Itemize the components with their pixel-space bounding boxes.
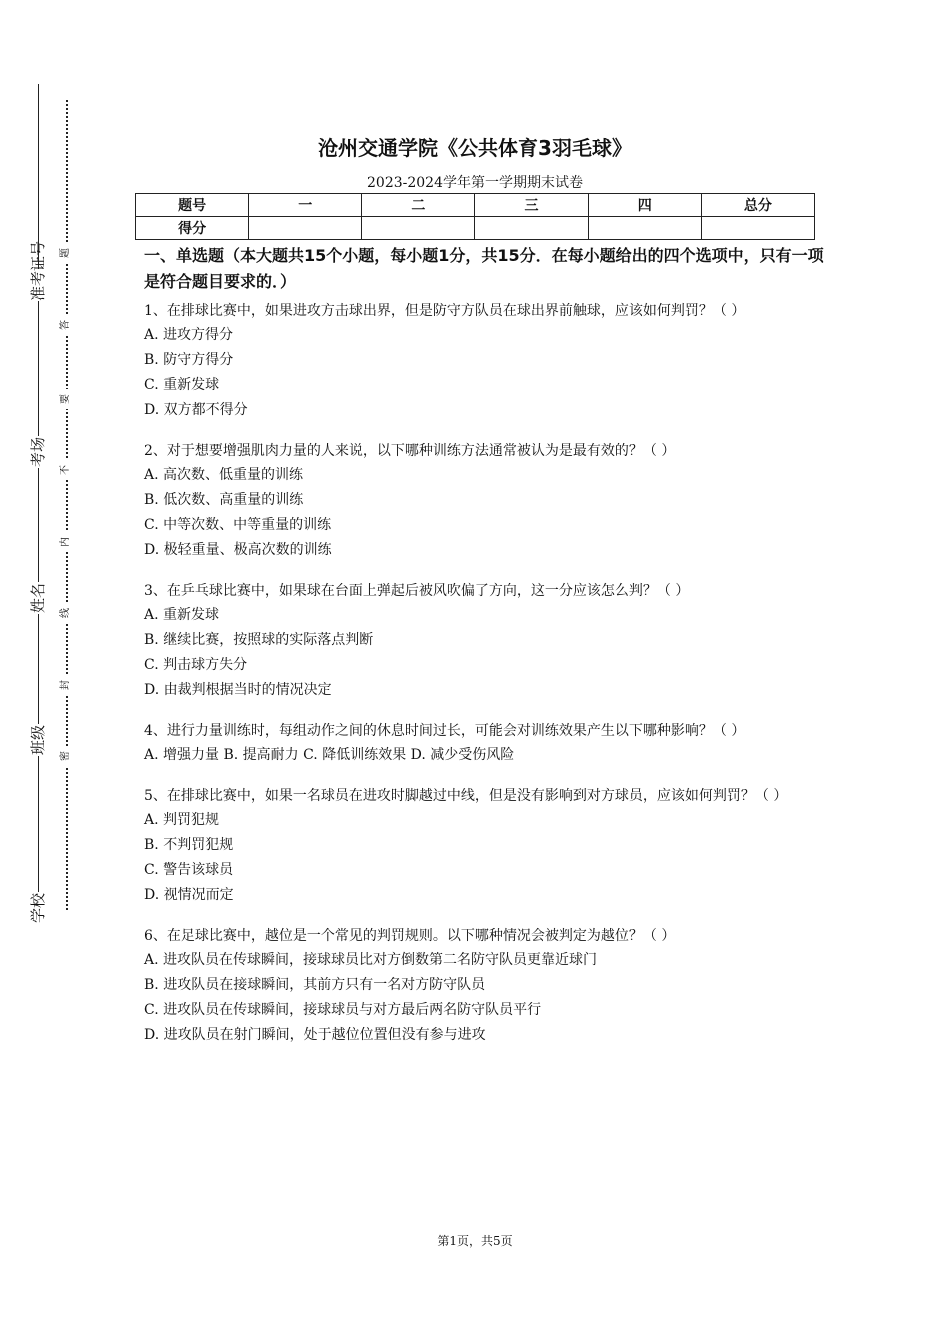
option-c: C. 中等次数、中等重量的训练	[144, 517, 332, 533]
question-3	[144, 579, 824, 703]
option-d: D. 进攻队员在射门瞬间，处于越位位置但没有参与进攻	[144, 1027, 486, 1043]
warning-char: 线	[59, 603, 73, 623]
binding-dotted-line	[66, 100, 68, 910]
question-text: 3、在乒乓球比赛中，如果球在台面上弹起后被风吹偏了方向，这一分应该怎么判？（ ）	[144, 583, 690, 599]
score-header-cell: 题号	[136, 194, 249, 217]
option-c: C. 警告该球员	[144, 862, 234, 878]
label-name: 姓名	[29, 583, 47, 614]
score-table	[135, 193, 815, 240]
score-row-label: 得分	[136, 217, 249, 240]
option-b: B. 防守方得分	[144, 352, 234, 368]
warning-char: 密	[59, 746, 73, 766]
score-header-cell: 总分	[701, 194, 814, 217]
option-b: B. 不判罚犯规	[144, 837, 234, 853]
score-header-cell: 二	[362, 194, 475, 217]
question-text: 6、在足球比赛中，越位是一个常见的判罚规则。以下哪种情况会被判定为越位？（ ）	[144, 928, 676, 944]
option-c: C. 重新发球	[144, 377, 220, 393]
question-text: 4、进行力量训练时，每组动作之间的休息时间过长，可能会对训练效果产生以下哪种影响？（ ）	[144, 723, 746, 739]
score-header-cell: 三	[475, 194, 588, 217]
score-cell[interactable]	[362, 217, 475, 240]
question-1	[144, 299, 824, 423]
option-d: D. 由裁判根据当时的情况决定	[144, 682, 332, 698]
option-d: D. 极轻重量、极高次数的训练	[144, 542, 332, 558]
binding-solid-line	[38, 84, 39, 914]
question-4	[144, 719, 824, 768]
warning-char: 答	[59, 315, 73, 335]
section-heading: 一、单选题（本大题共15个小题，每小题1分，共15分．在每小题给出的四个选项中，只有一项是符合题目要求的．）	[144, 246, 824, 291]
label-exam-id: 准考证号	[29, 240, 47, 301]
question-text: 2、对于想要增强肌肉力量的人来说，以下哪种训练方法通常被认为是最有效的？（ ）	[144, 443, 676, 459]
question-5	[144, 784, 824, 908]
option-c: C. 进攻队员在传球瞬间，接球球员与对方最后两名防守队员平行	[144, 1002, 542, 1018]
option-a: A. 高次数、低重量的训练	[144, 467, 304, 483]
warning-char: 要	[59, 389, 73, 409]
score-cell[interactable]	[475, 217, 588, 240]
option-d: D. 双方都不得分	[144, 402, 248, 418]
option-b: B. 进攻队员在接球瞬间，其前方只有一名对方防守队员	[144, 977, 486, 993]
option-a: A. 判罚犯规	[144, 812, 220, 828]
score-header-cell: 四	[588, 194, 701, 217]
warning-char: 不	[59, 460, 73, 480]
question-2	[144, 439, 824, 563]
question-text: 5、在排球比赛中，如果一名球员在进攻时脚越过中线，但是没有影响到对方球员，应该如何判罚？（ ）	[144, 788, 788, 804]
score-header-cell: 一	[249, 194, 362, 217]
label-exam-room: 考场	[29, 437, 47, 468]
option-a: A. 重新发球	[144, 607, 220, 623]
options-inline: A. 增强力量 B. 提高耐力 C. 降低训练效果 D. 减少受伤风险	[144, 747, 515, 763]
warning-char: 封	[59, 675, 73, 695]
score-cell[interactable]	[249, 217, 362, 240]
score-cell[interactable]	[588, 217, 701, 240]
score-table-score-row	[136, 217, 815, 240]
option-b: B. 低次数、高重量的训练	[144, 492, 304, 508]
option-c: C. 判击球方失分	[144, 657, 248, 673]
warning-char: 内	[59, 532, 73, 552]
warning-char: 题	[59, 243, 73, 263]
question-text: 1、在排球比赛中，如果进攻方击球出界，但是防守方队员在球出界前触球，应该如何判罚？（ ）	[144, 303, 746, 319]
exam-content	[144, 243, 824, 1064]
score-table-header-row	[136, 194, 815, 217]
exam-title: 沧州交通学院《公共体育3羽毛球》	[318, 136, 632, 160]
question-6	[144, 924, 824, 1048]
score-cell[interactable]	[701, 217, 814, 240]
label-class: 班级	[29, 725, 47, 756]
label-school: 学校	[29, 893, 47, 924]
exam-subtitle: 2023-2024学年第一学期期末试卷	[367, 175, 583, 191]
option-a: A. 进攻队员在传球瞬间，接球球员比对方倒数第二名防守队员更靠近球门	[144, 952, 598, 968]
option-d: D. 视情况而定	[144, 887, 234, 903]
option-a: A. 进攻方得分	[144, 327, 234, 343]
option-b: B. 继续比赛，按照球的实际落点判断	[144, 632, 374, 648]
page-number: 第1页，共5页	[437, 1234, 513, 1248]
